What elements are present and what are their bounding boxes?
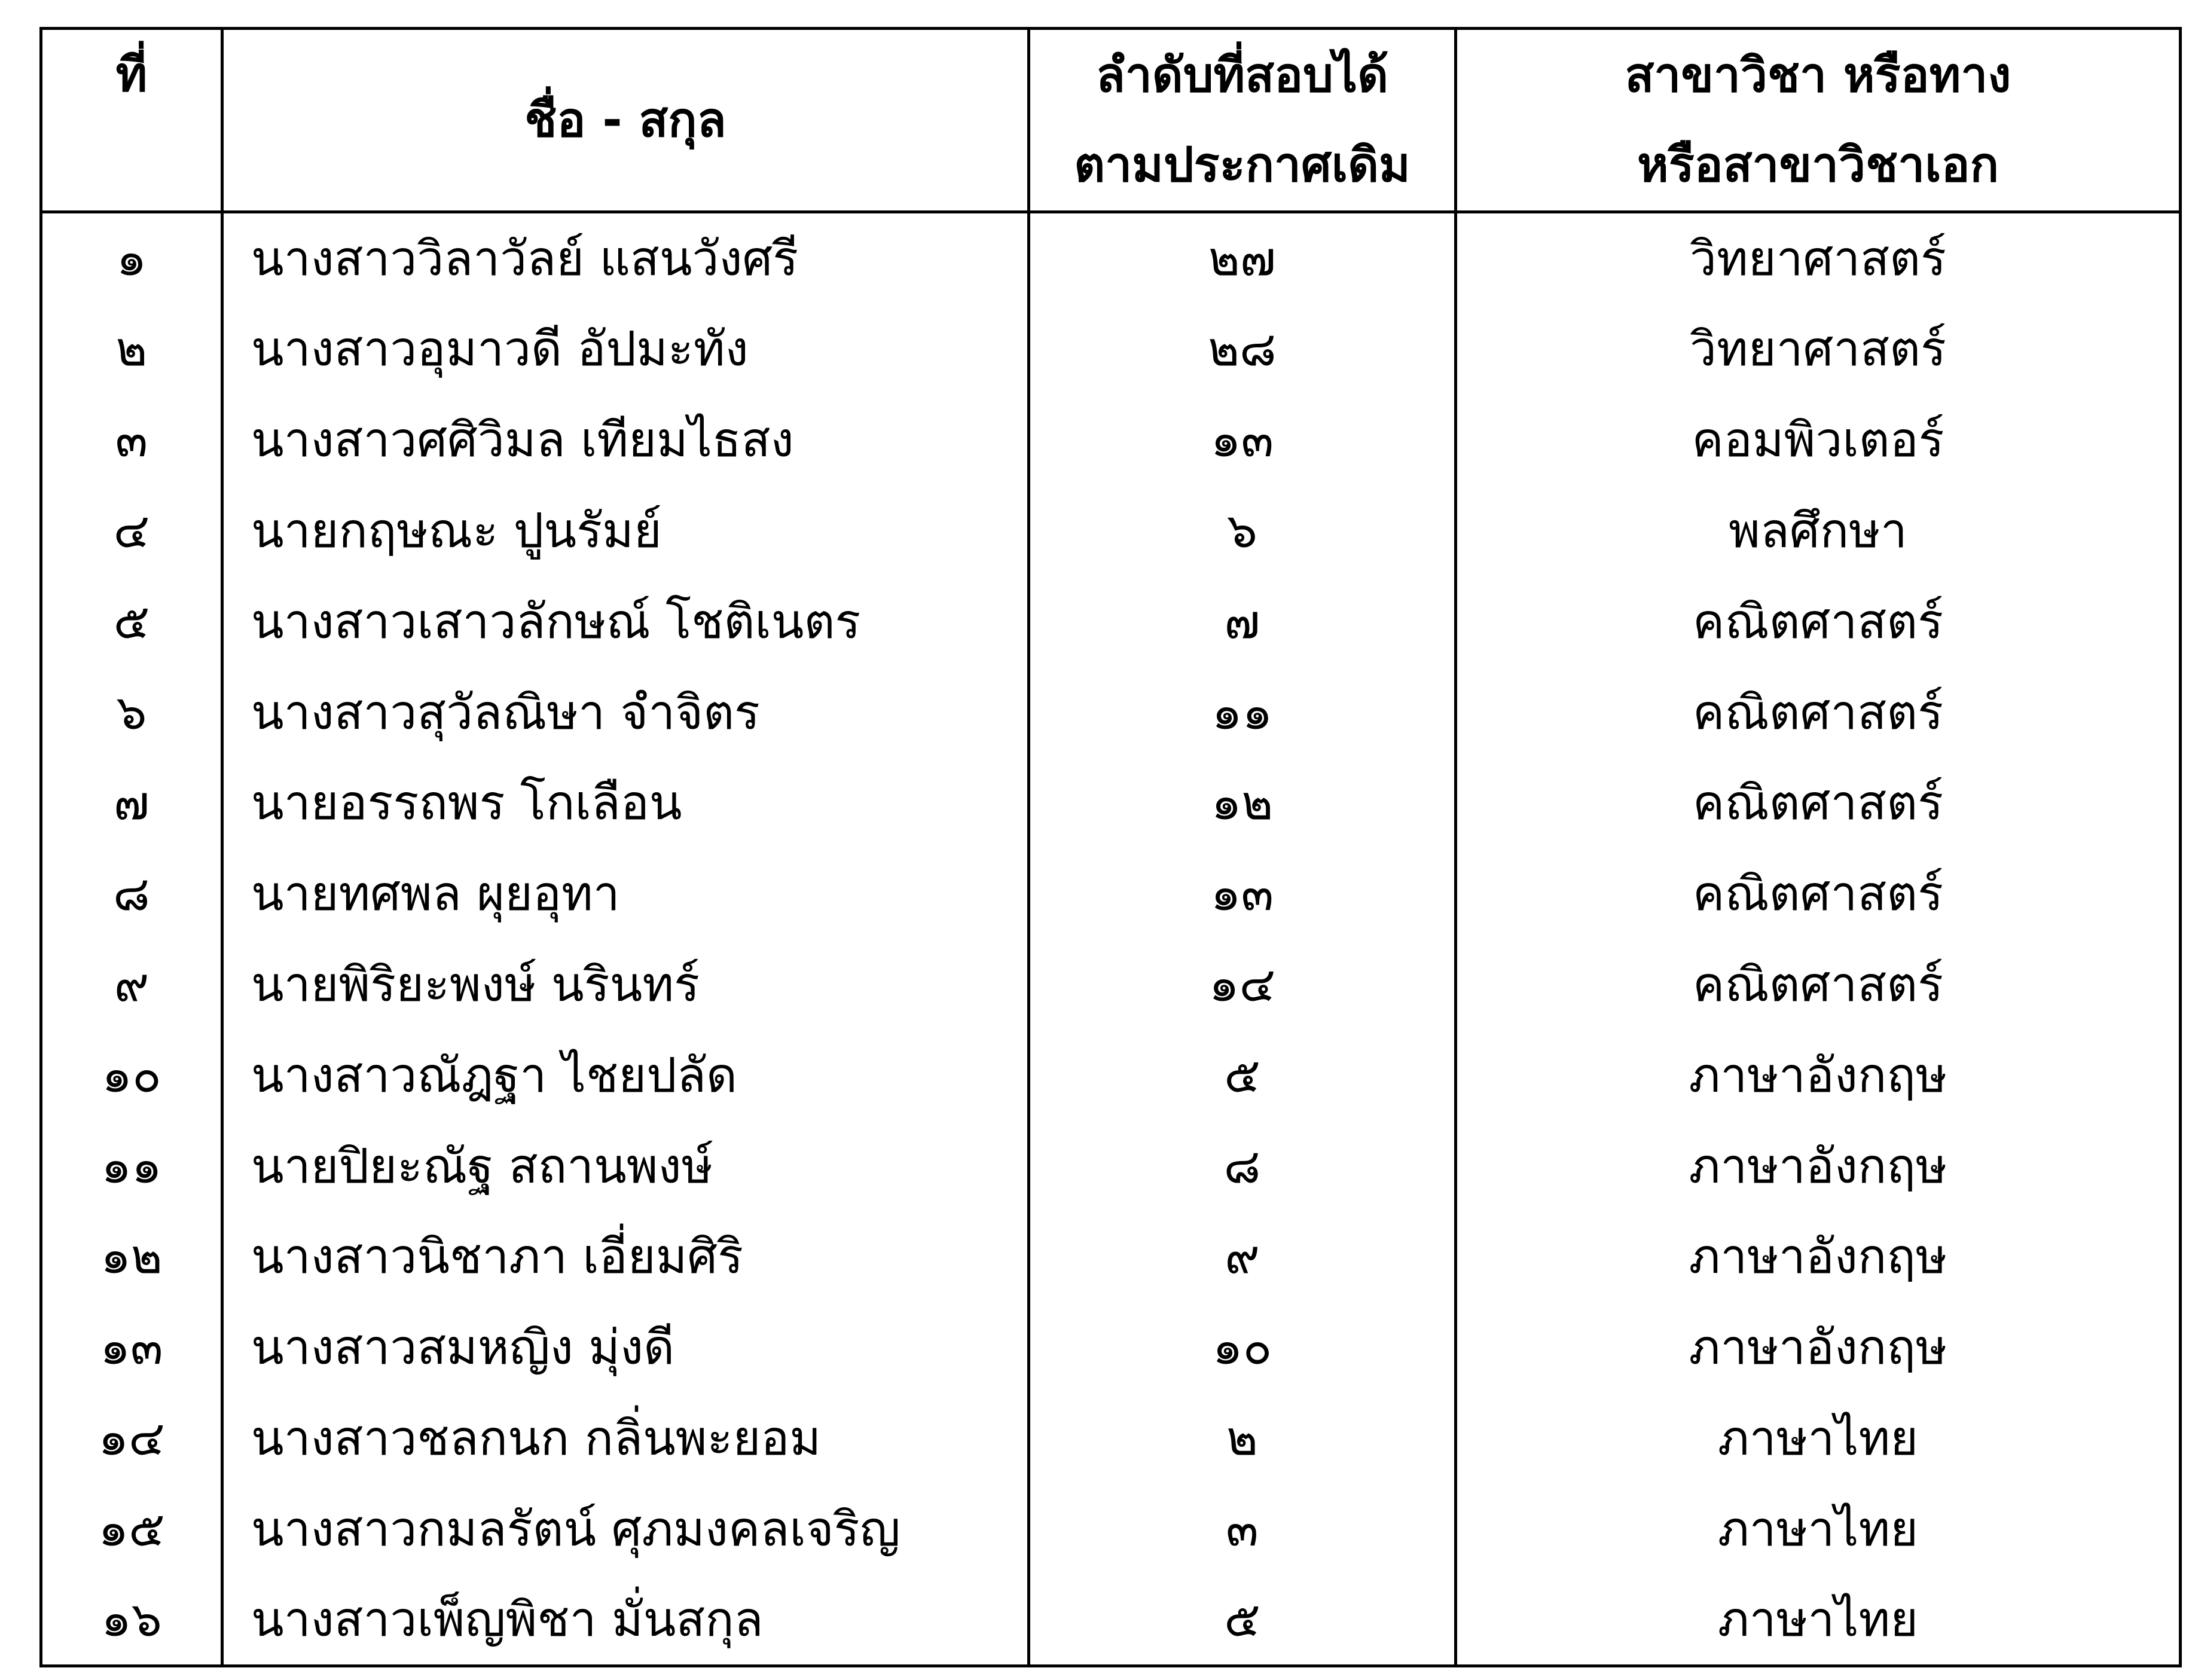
major-field: คณิตศาสตร์ [1456, 757, 2181, 848]
major-field: คณิตศาสตร์ [1456, 848, 2181, 939]
major-field: ภาษาอังกฤษ [1456, 1120, 2181, 1211]
full-name: นางสาวเพ็ญพิชา มั่นสกุล [222, 1574, 1029, 1666]
header-major-line1: สาขาวิชา หรือทาง [1625, 47, 2011, 103]
table-row [41, 848, 2181, 939]
full-name: นางสาวศศิวิมล เทียมไธสง [222, 395, 1029, 485]
major-field: คอมพิวเตอร์ [1456, 395, 2181, 485]
row-number: ๗ [41, 757, 222, 848]
major-field: คณิตศาสตร์ [1456, 939, 2181, 1030]
original-rank: ๗ [1029, 576, 1456, 667]
original-rank: ๖ [1029, 485, 1456, 576]
header-name: ชื่อ - สกุล [222, 29, 1029, 212]
row-number: ๔ [41, 485, 222, 576]
full-name: นางสาวอุมาวดี อัปมะทัง [222, 304, 1029, 395]
full-name: นางสาวสุวัลณิษา จำจิตร [222, 667, 1029, 757]
row-number: ๑ [41, 212, 222, 304]
row-number: ๑๔ [41, 1393, 222, 1484]
table-row [41, 757, 2181, 848]
original-rank: ๑๑ [1029, 667, 1456, 757]
major-field: ภาษาอังกฤษ [1456, 1211, 2181, 1302]
major-field: พลศึกษา [1456, 485, 2181, 576]
table-row [41, 1483, 2181, 1574]
row-number: ๑๑ [41, 1120, 222, 1211]
table-row [41, 304, 2181, 395]
candidates-table [39, 27, 2182, 1667]
row-number: ๕ [41, 576, 222, 667]
table-row [41, 1211, 2181, 1302]
table-header [41, 29, 2181, 212]
original-rank: ๒๘ [1029, 304, 1456, 395]
full-name: นางสาวนิชาภา เอี่ยมศิริ [222, 1211, 1029, 1302]
row-number: ๒ [41, 304, 222, 395]
row-number: ๓ [41, 395, 222, 485]
header-rank-line1: ลำดับที่สอบได้ [1095, 47, 1389, 103]
row-number: ๑๖ [41, 1574, 222, 1666]
row-number: ๘ [41, 848, 222, 939]
header-rank [1029, 29, 1456, 212]
row-number: ๑๐ [41, 1030, 222, 1120]
original-rank: ๑๓ [1029, 848, 1456, 939]
header-no: ที่ [41, 29, 222, 212]
row-number: ๖ [41, 667, 222, 757]
major-field: ภาษาอังกฤษ [1456, 1030, 2181, 1120]
full-name: นายทศพล ผุยอุทา [222, 848, 1029, 939]
original-rank: ๑๓ [1029, 395, 1456, 485]
original-rank: ๓ [1029, 1483, 1456, 1574]
major-field: วิทยาศาสตร์ [1456, 304, 2181, 395]
row-number: ๑๕ [41, 1483, 222, 1574]
full-name: นางสาวกมลรัตน์ ศุภมงคลเจริญ [222, 1483, 1029, 1574]
original-rank: ๘ [1029, 1120, 1456, 1211]
major-field: วิทยาศาสตร์ [1456, 212, 2181, 304]
full-name: นายอรรถพร โกเลือน [222, 757, 1029, 848]
table-body [41, 212, 2181, 1666]
header-row [41, 29, 2181, 212]
original-rank: ๑๔ [1029, 939, 1456, 1030]
major-field: ภาษาอังกฤษ [1456, 1302, 2181, 1393]
table-row [41, 1302, 2181, 1393]
table-row [41, 667, 2181, 757]
table-row [41, 485, 2181, 576]
table-row [41, 395, 2181, 485]
major-field: คณิตศาสตร์ [1456, 576, 2181, 667]
row-number: ๑๒ [41, 1211, 222, 1302]
full-name: นางสาวณัฎฐา ไชยปลัด [222, 1030, 1029, 1120]
major-field: ภาษาไทย [1456, 1393, 2181, 1484]
full-name: นางสาวชลกนก กลิ่นพะยอม [222, 1393, 1029, 1484]
full-name: นายพิริยะพงษ์ นรินทร์ [222, 939, 1029, 1030]
row-number: ๙ [41, 939, 222, 1030]
header-rank-line2: ตามประกาศเดิม [1074, 137, 1411, 193]
original-rank: ๕ [1029, 1574, 1456, 1666]
table-row [41, 1120, 2181, 1211]
table-row [41, 212, 2181, 304]
major-field: ภาษาไทย [1456, 1574, 2181, 1666]
original-rank: ๑๒ [1029, 757, 1456, 848]
full-name: นางสาวเสาวลักษณ์ โชติเนตร [222, 576, 1029, 667]
row-number: ๑๓ [41, 1302, 222, 1393]
original-rank: ๑๐ [1029, 1302, 1456, 1393]
header-major-line2: หรือสาขาวิชาเอก [1637, 137, 1999, 193]
major-field: คณิตศาสตร์ [1456, 667, 2181, 757]
table-row [41, 576, 2181, 667]
table-row [41, 1393, 2181, 1484]
full-name: นางสาวสมหญิง มุ่งดี [222, 1302, 1029, 1393]
table-row [41, 1574, 2181, 1666]
table-row [41, 939, 2181, 1030]
original-rank: ๕ [1029, 1030, 1456, 1120]
full-name: นายปิยะณัฐ สถานพงษ์ [222, 1120, 1029, 1211]
original-rank: ๙ [1029, 1211, 1456, 1302]
full-name: นายกฤษณะ ปูนรัมย์ [222, 485, 1029, 576]
table-row [41, 1030, 2181, 1120]
original-rank: ๒๗ [1029, 212, 1456, 304]
original-rank: ๒ [1029, 1393, 1456, 1484]
major-field: ภาษาไทย [1456, 1483, 2181, 1574]
full-name: นางสาววิลาวัลย์ แสนวังศรี [222, 212, 1029, 304]
header-major [1456, 29, 2181, 212]
